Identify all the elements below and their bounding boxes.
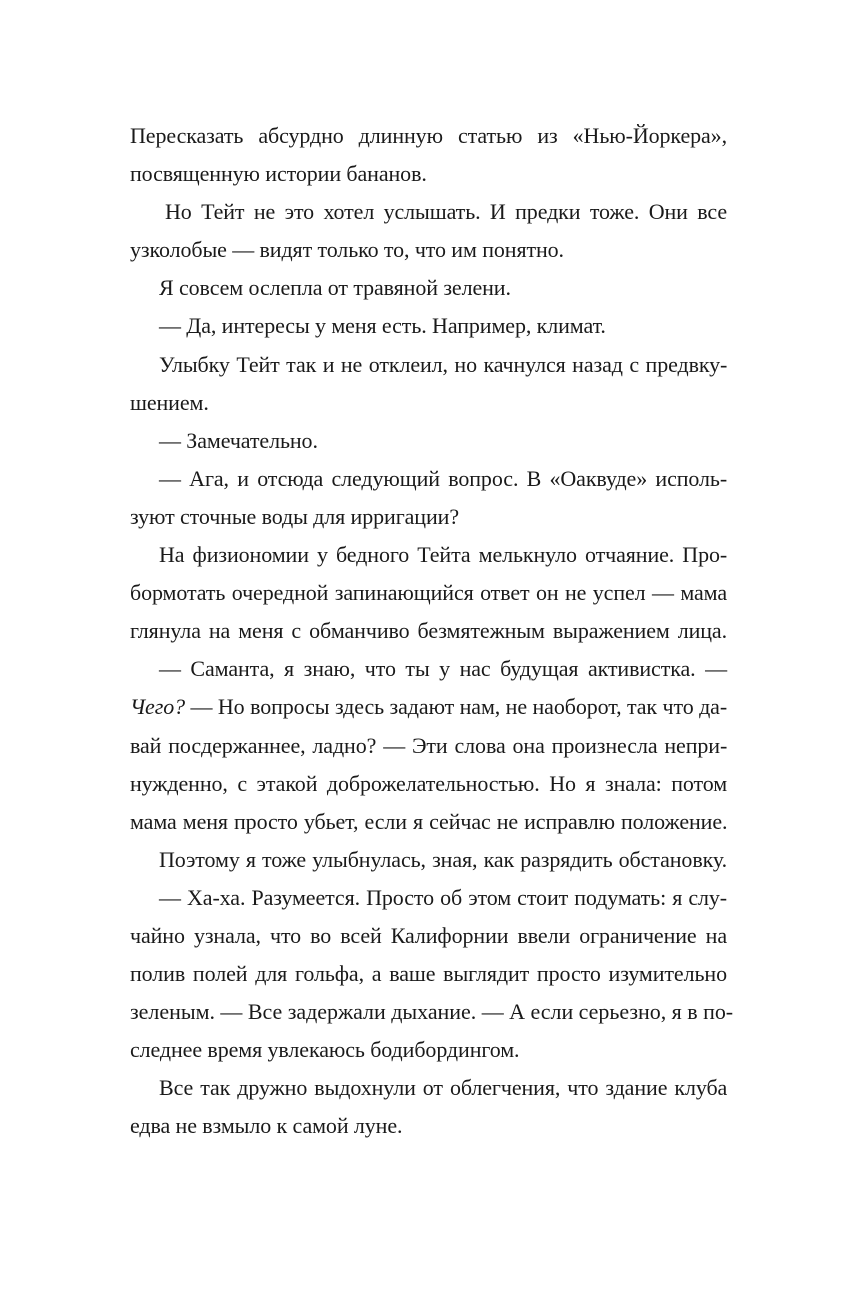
text-line: — Ха-ха. Разумеется. Просто об этом стоит подумать: я слу-	[159, 884, 727, 910]
text-line: посвященную истории бананов.	[130, 161, 427, 187]
text-line: следнее время увлекаюсь бодибордингом.	[130, 1037, 520, 1063]
italic-word: Чего?	[130, 694, 186, 720]
text-line: мама меня просто убьет, если я сейчас не исправлю положение.	[130, 808, 728, 834]
text-line: Пересказать абсурдно длинную статью из «Нью-Йоркера»,	[130, 123, 727, 148]
text-line: узколобые — видят только то, что им понятно.	[130, 237, 564, 263]
text-line: Поэтому я тоже улыбнулась, зная, как разрядить обстановку.	[159, 846, 727, 872]
page-text	[130, 117, 734, 1146]
text-line: шением.	[130, 389, 209, 415]
text-line: — Саманта, я знаю, что ты у нас будущая активистка. —	[159, 656, 727, 682]
text-line: Улыбку Тейт так и не отклеил, но качнулся назад с предвку-	[159, 351, 728, 377]
text-line: вай посдержаннее, ладно? — Эти слова она произнесла непри-	[130, 732, 728, 758]
text-line: бормотать очередной запинающийся ответ он не успел — мама	[130, 580, 727, 606]
text-line: Все так дружно выдохнули от облегчения, что здание клуба	[159, 1075, 728, 1101]
text-line: нужденно, с этакой доброжелательностью. Но я знала: потом	[130, 770, 728, 796]
text-line: едва не взмыло к самой луне.	[130, 1113, 403, 1139]
text-line: чайно узнала, что во всей Калифорнии ввели ограничение на	[130, 922, 727, 948]
text-line: — Замечательно.	[159, 427, 318, 453]
text-line: глянула на меня с обманчиво безмятежным выражением лица.	[130, 618, 727, 644]
text-line: Но Тейт не это хотел услышать. И предки тоже. Они все	[165, 199, 727, 225]
text-line: зуют сточные воды для ирригации?	[130, 503, 459, 529]
text-line-rest: — Но вопросы здесь задают нам, не наоборот, так что да-	[185, 694, 728, 720]
text-line-with-italic	[130, 688, 727, 726]
text-line: На физиономии у бедного Тейта мелькнуло отчаяние. Про-	[159, 542, 728, 568]
text-line: зеленым. — Все задержали дыхание. — А если серьезно, я в по-	[130, 999, 734, 1025]
text-line: — Ага, и отсюда следующий вопрос. В «Оаквуде» исполь-	[159, 465, 728, 491]
text-line: Я совсем ослепла от травяной зелени.	[159, 275, 511, 301]
text-line: — Да, интересы у меня есть. Например, климат.	[159, 313, 606, 339]
text-line: полив полей для гольфа, а ваше выглядит просто изумительно	[130, 961, 727, 987]
